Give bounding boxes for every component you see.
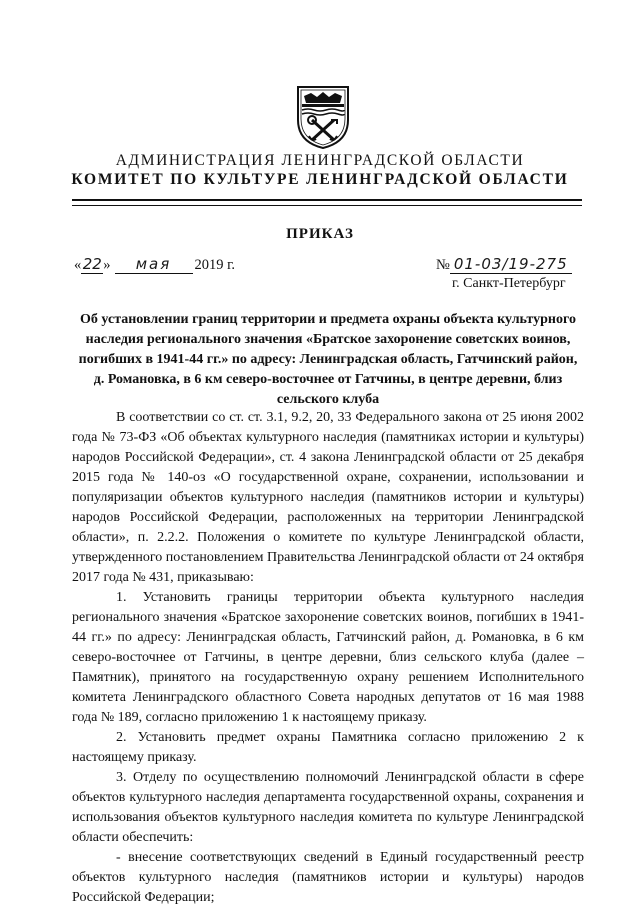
body-paragraph-preamble: В соответствии со ст. ст. 3.1, 9.2, 20, 33 Федерального закона от 25 июня 2002 года № 73-ФЗ «Об объектах культурного наследия (памятниках истории и культуры) народов Российской Федерации», ст. 4 закона Ленинградской области от 25 декабря 2015 года № 140-оз «О государственной охране, сохранении, использовании и популяризации объектов культурного наследия (памятников истории и культуры) народов Российской Федерации, расположенных на территории Ленинградской области», п. 2.2.2. Положения о комитете по культуре Ленинградской области, утвержденного постановлением Правительства Ленинградской области от 24 октября 2017 года № 431, приказываю: <box>72 410 584 585</box>
date-year: 2019 г. <box>194 257 236 273</box>
date-month: мая <box>115 255 193 274</box>
coat-of-arms-emblem-icon <box>296 84 350 150</box>
org-name-line2: КОМИТЕТ ПО КУЛЬТУРЕ ЛЕНИНГРАДСКОЙ ОБЛАСТИ <box>71 171 569 188</box>
date-day: 22 <box>82 255 102 273</box>
body-paragraph-item-2: 2. Установить предмет охраны Памятника согласно приложению 2 к настоящему приказу. <box>72 730 584 765</box>
document-title: ПРИКАЗ <box>286 226 354 242</box>
document-city: г. Санкт-Петербург <box>452 276 566 291</box>
document-number <box>436 255 572 274</box>
header-rule-thin <box>72 205 582 206</box>
number-prefix: № <box>436 257 450 273</box>
org-name-line1: АДМИНИСТРАЦИЯ ЛЕНИНГРАДСКОЙ ОБЛАСТИ <box>115 152 525 169</box>
document-body <box>72 408 584 908</box>
header-rule-thick <box>72 199 582 201</box>
document-date <box>74 255 235 274</box>
body-paragraph-item-3: 3. Отделу по осуществлению полномочий Ленинградской области в сфере объектов культурного наследия департамента государственной охраны, сохранения и использования объектов культурного наследия комитета по культуре Ленинградской области обеспечить: <box>72 770 584 845</box>
number-value: 01-03/19-275 <box>450 255 572 274</box>
body-paragraph-item-1: 1. Установить границы территории объекта культурного наследия регионального значения «Братское захоронение советских воинов, погибших в 1941-44 гг.» по адресу: Ленинградская область, Гатчинский район, д. Романовка, в 6 км северо-восточнее от Гатчины, в центре деревни, близ сельского клуба (далее – Памятник), принятого на государственную охрану решением Исполнительного комитета Ленинградского областного Совета народных депутатов от 16 мая 1988 года № 189, согласно приложению 1 к настоящему приказу. <box>72 590 584 725</box>
body-paragraph-subitem: - внесение соответствующих сведений в Единый государственный реестр объектов культурного наследия (памятников истории и культуры) народов Российской Федерации; <box>72 850 584 905</box>
date-close-quote: » <box>103 257 111 273</box>
document-subject: Об установлении границ территории и предмета охраны объекта культурного наследия регионального значения «Братское захоронение советских воинов, погибших в 1941-44 гг.» по адресу: Ленинградская область, Гатчинский район, д. Романовка, в 6 км северо-восточнее от Гатчины, в центре деревни, близ сельского клуба <box>78 312 578 407</box>
date-open-quote: « <box>74 257 82 273</box>
